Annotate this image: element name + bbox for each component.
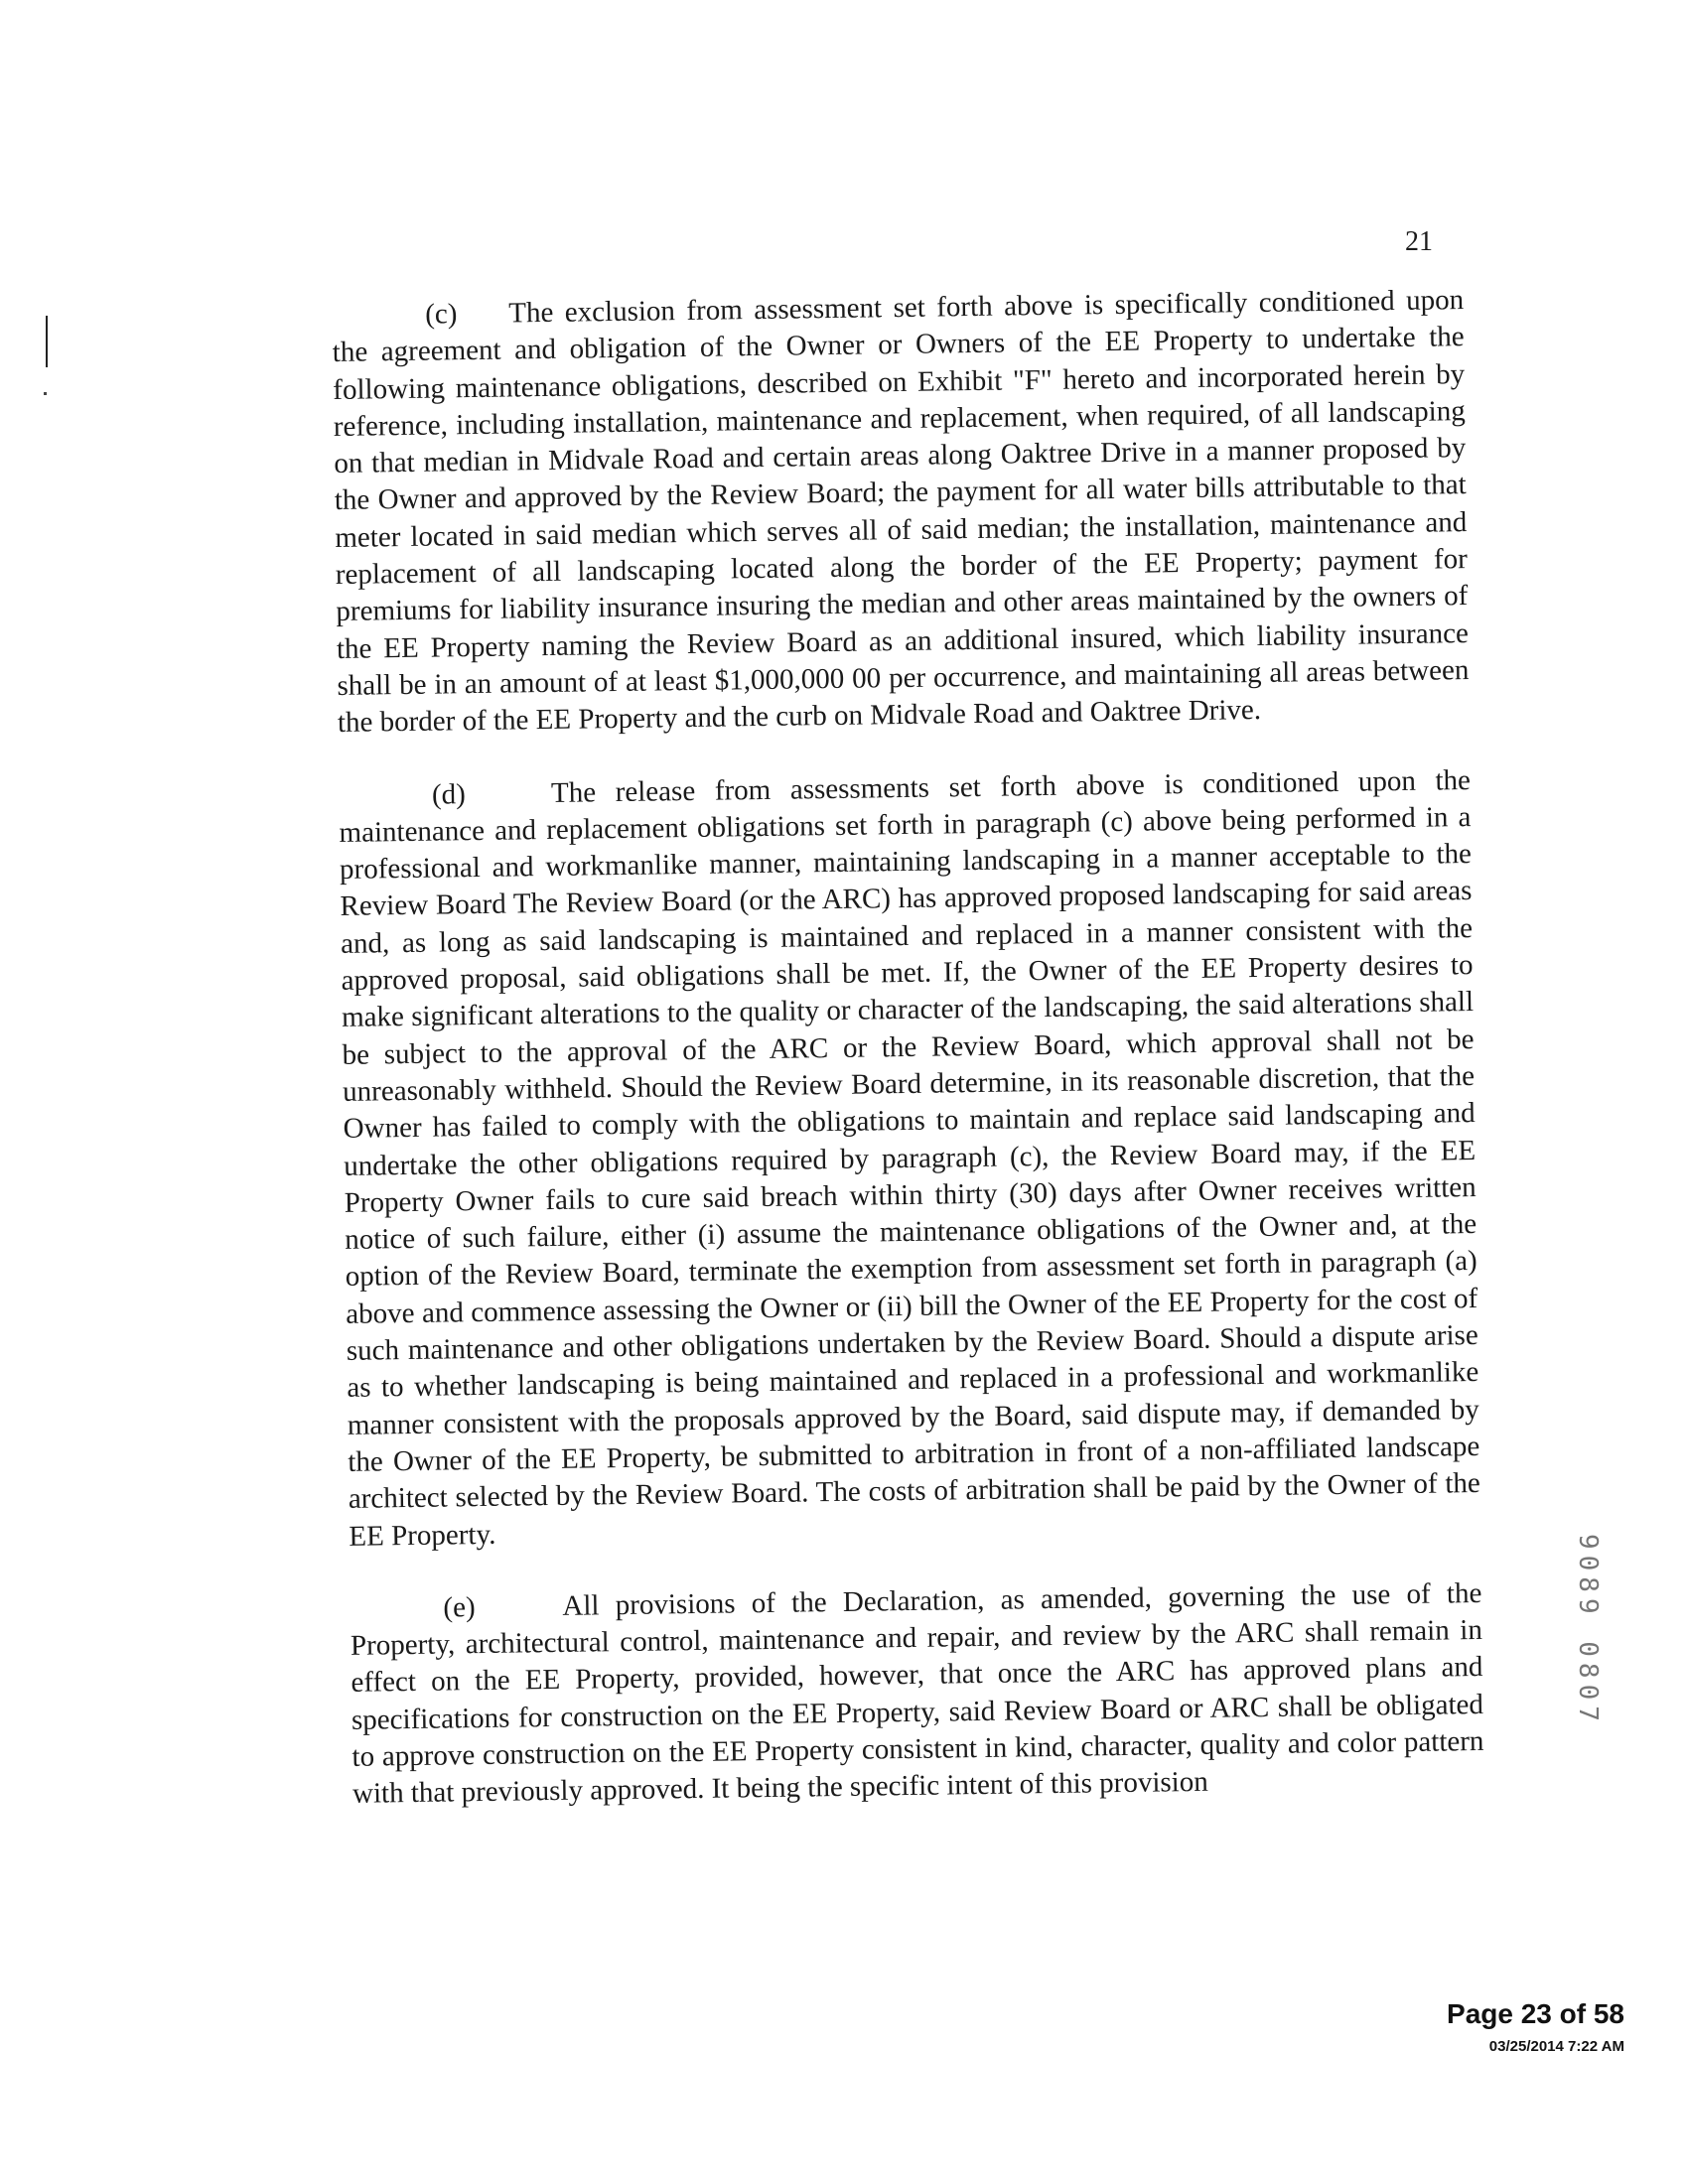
paragraph-e-text: All provisions of the Declaration, as amended, governing the use of the Property, architectural control, maintenance and repair, and review by the ARC shall remain in effect on the EE Property, provided, however, that once the ARC has approved plans and specifications for construction on the EE Property, said Review Board or ARC shall be obligated to approve construction on the EE Property consistent in kind, character, quality and color pattern with that previously approved. It being the specific intent of this provision (350, 1576, 1484, 1811)
paragraph-c-text: The exclusion from assessment set forth above is specifically conditioned upon the agreement and obligation of the Owner or Owners of the EE Property to undertake the following maintenance obligations, described on Exhibit "F" hereto and incorporated herein by reference, including installation, maintenance and replacement, when required, of all landscaping on that median in Midvale Road and certain areas along Oaktree Drive in a manner proposed by the Owner and approved by the Review Board; the payment for all water bills attributable to that meter located in said median which serves all of said median; the installation, maintenance and replacement of all landscaping located along the border of the EE Property; payment for premiums for liability insurance insuring the median and other areas maintained by the owners of the EE Property naming the Review Board as an additional insured, which liability insurance shall be in an amount of at least $1,000,000 00 per occurrence, and maintaining all areas between the border of the EE Property and the curb on Midvale Road and Oaktree Drive. (332, 284, 1470, 740)
footer-timestamp: 03/25/2014 7:22 AM (1488, 2038, 1624, 2055)
recording-stamp-text: 9089 0807 (1573, 1534, 1603, 1727)
recording-stamp (1575, 1534, 1605, 1822)
document-body (332, 282, 1485, 1848)
margin-revision-bar (46, 316, 48, 367)
paragraph-d-label: (d) (431, 777, 467, 811)
paragraph-e-label: (e) (443, 1590, 476, 1624)
paragraph-e (350, 1575, 1484, 1814)
paragraph-c (332, 282, 1470, 742)
paragraph-d (339, 762, 1481, 1556)
footer-page-label: Page 23 of 58 (1447, 1998, 1624, 2029)
paragraph-d-text: The release from assessments set forth above is conditioned upon the maintenance and replacement obligations set forth in paragraph (c) above being performed in a professional and workmanlike manner, maintaining landscaping in a manner acceptable to the Review Board The Review Board (or the ARC) has approved proposed landscaping for said areas and, as long as said landscaping is maintained and replaced in a manner consistent with the approved proposal, said obligations shall be met. If, the Owner of the EE Property desires to make significant alterations to the quality or character of the landscaping, the said alterations shall be subject to the approval of the ARC or the Review Board, which approval shall not be unreasonably withheld. Should the Review Board determine, in its reasonable discretion, that the Owner has failed to comply with the obligations to maintain and replace said landscaping and undertake the other obligations required by paragraph (c), the Review Board may, if the EE Property Owner fails to cure said breach within thirty (30) days after Owner receives written notice of such failure, either (i) assume the maintenance obligations of the Owner and, at the option of the Review Board, terminate the exemption from assessment set forth in paragraph (a) above and commence assessing the Owner or (ii) bill the Owner of the EE Property for the cost of such maintenance and other obligations undertaken by the Review Board. Should a dispute arise as to whether landscaping is being maintained and replaced in a professional and workmanlike manner consistent with the proposals approved by the Board, said dispute may, if demanded by the Owner of the EE Property, be submitted to arbitration in front of a non-affiliated landscape architect selected by the Review Board. The costs of arbitration shall be paid by the Owner of the EE Property. (339, 763, 1481, 1553)
margin-mark (44, 392, 47, 395)
paragraph-c-label: (c) (425, 298, 458, 331)
page-number: 21 (1405, 226, 1433, 257)
